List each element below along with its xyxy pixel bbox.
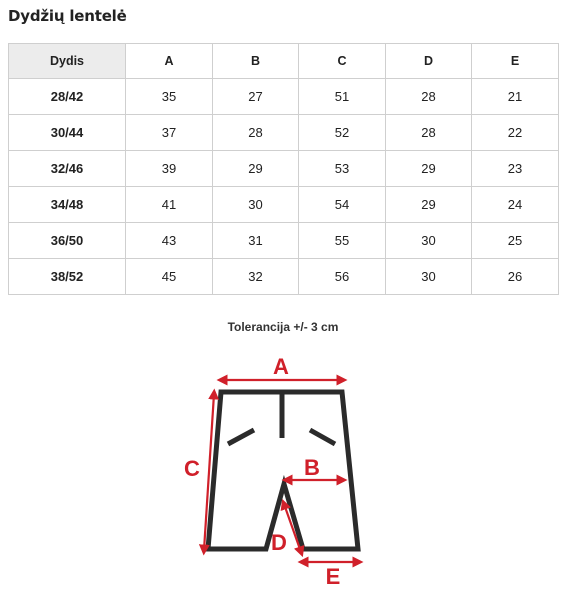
value-cell: 56: [299, 259, 386, 295]
value-cell: 35: [126, 79, 213, 115]
table-row: [9, 259, 559, 295]
value-cell: 29: [213, 151, 299, 187]
page-title: Dydžių lentelė: [8, 7, 127, 25]
value-cell: 55: [299, 223, 386, 259]
value-cell: 30: [386, 259, 472, 295]
table-row: [9, 79, 559, 115]
value-cell: 25: [472, 223, 559, 259]
size-cell: 32/46: [9, 151, 126, 187]
value-cell: 28: [386, 115, 472, 151]
table-row: [9, 115, 559, 151]
table-row: [9, 151, 559, 187]
column-header-e: E: [472, 44, 559, 79]
shorts-measurement-diagram: [170, 352, 400, 588]
value-cell: 32: [213, 259, 299, 295]
column-header-size: Dydis: [9, 44, 126, 79]
value-cell: 31: [213, 223, 299, 259]
column-header-d: D: [386, 44, 472, 79]
value-cell: 43: [126, 223, 213, 259]
value-cell: 30: [213, 187, 299, 223]
value-cell: 23: [472, 151, 559, 187]
size-cell: 34/48: [9, 187, 126, 223]
value-cell: 29: [386, 151, 472, 187]
value-cell: 37: [126, 115, 213, 151]
value-cell: 29: [386, 187, 472, 223]
label-e: E: [325, 564, 341, 588]
label-c: C: [184, 456, 200, 481]
table-header-row: [9, 44, 559, 79]
right-pocket: [310, 430, 335, 444]
label-b: B: [304, 455, 320, 480]
value-cell: 52: [299, 115, 386, 151]
left-pocket: [228, 430, 254, 444]
column-header-b: B: [213, 44, 299, 79]
value-cell: 51: [299, 79, 386, 115]
column-header-c: C: [299, 44, 386, 79]
value-cell: 28: [213, 115, 299, 151]
value-cell: 26: [472, 259, 559, 295]
value-cell: 53: [299, 151, 386, 187]
size-cell: 28/42: [9, 79, 126, 115]
value-cell: 24: [472, 187, 559, 223]
table-row: [9, 223, 559, 259]
shorts-outline: [208, 392, 358, 549]
value-cell: 28: [386, 79, 472, 115]
value-cell: 39: [126, 151, 213, 187]
label-d: D: [271, 530, 287, 555]
table-row: [9, 187, 559, 223]
value-cell: 21: [472, 79, 559, 115]
size-cell: 30/44: [9, 115, 126, 151]
value-cell: 41: [126, 187, 213, 223]
size-cell: 38/52: [9, 259, 126, 295]
value-cell: 22: [472, 115, 559, 151]
label-a: A: [273, 354, 289, 379]
value-cell: 54: [299, 187, 386, 223]
value-cell: 45: [126, 259, 213, 295]
value-cell: 30: [386, 223, 472, 259]
size-table: [8, 43, 559, 295]
tolerance-note: Tolerancija +/- 3 cm: [227, 320, 339, 334]
column-header-a: A: [126, 44, 213, 79]
size-cell: 36/50: [9, 223, 126, 259]
value-cell: 27: [213, 79, 299, 115]
